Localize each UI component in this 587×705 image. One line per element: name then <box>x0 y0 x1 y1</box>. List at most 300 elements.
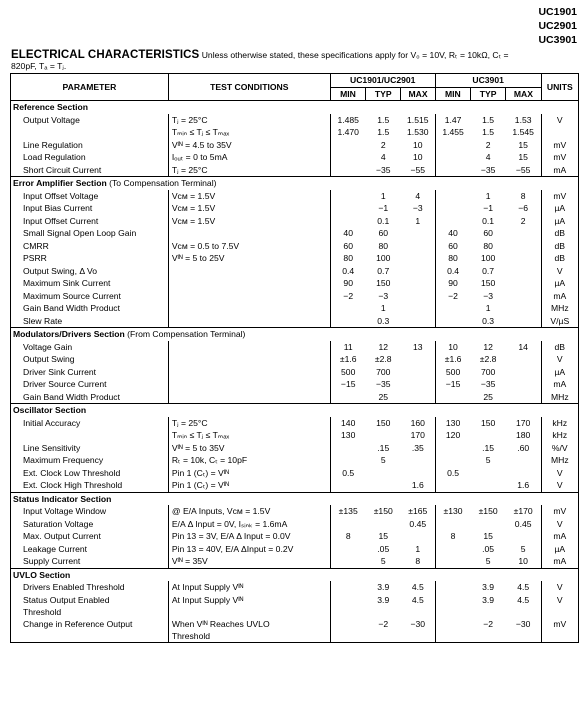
uc3901-min-cell: −2 <box>435 290 470 303</box>
uc1901-min-cell: ±135 <box>330 505 365 518</box>
uc1901-typ-cell: −1 <box>378 203 389 214</box>
uc3901-typ-cell <box>470 429 505 442</box>
uc3901-max-cell: 180 <box>516 430 531 441</box>
table-row <box>11 442 579 455</box>
uc1901-min-cell <box>330 555 365 568</box>
uc3901-typ-cell: 150 <box>480 417 496 428</box>
section-note: (From Compensation Terminal) <box>124 329 246 340</box>
uc1901-max-cell: 4 <box>415 190 421 201</box>
uc3901-max-cell: 4.5 <box>517 594 530 605</box>
table-row <box>11 139 579 152</box>
uc1901-min-cell <box>330 215 365 228</box>
uc3901-typ-cell: ±150 <box>478 506 498 517</box>
uc1901-min-cell <box>330 454 365 467</box>
uc3901-max-cell: .60 <box>517 442 530 453</box>
uc3901-min-cell <box>435 315 470 328</box>
uc3901-min-cell <box>435 391 470 404</box>
uc3901-min-cell: 10 <box>435 341 470 354</box>
uc3901-max-cell <box>506 227 541 240</box>
unit-cell: µA <box>541 277 578 290</box>
uc3901-max-cell: 15 <box>518 139 528 150</box>
unit-cell: V <box>541 265 578 278</box>
uc1901-typ-cell <box>366 518 401 531</box>
section-title <box>11 492 579 505</box>
uc3901-min-cell <box>435 543 470 556</box>
uc1901-max-cell: 4.5 <box>411 594 424 605</box>
uc3901-typ-cell <box>470 467 505 480</box>
uc1901-max-cell <box>401 530 435 543</box>
uc3901-typ-cell: −3 <box>483 290 494 301</box>
unit-cell: mA <box>541 530 578 543</box>
uc3901-min-cell <box>435 618 470 643</box>
condition-cell: Pin 1 (Cₜ) = Vᴵᴺ <box>168 479 330 492</box>
uc1901-typ-cell: .05 <box>377 543 390 554</box>
table-row <box>11 215 579 228</box>
uc1901-typ-cell: −3 <box>378 290 389 301</box>
table-row <box>11 252 579 265</box>
uc1901-min-cell <box>330 202 365 215</box>
uc1901-min-cell: 60 <box>330 240 365 253</box>
uc1901-max-cell: 160 <box>410 417 425 428</box>
uc1901-min-cell: 140 <box>330 417 365 430</box>
unit-cell: mV <box>541 190 578 203</box>
section-label: Modulators/Drivers Section <box>13 329 125 340</box>
uc1901-max-cell <box>401 302 435 315</box>
section-header-row <box>11 492 579 505</box>
uc1901-typ-cell: 5 <box>380 455 386 466</box>
part-number: UC2901 <box>538 20 577 32</box>
uc3901-typ-cell: 100 <box>480 253 496 264</box>
uc3901-max-cell <box>506 265 541 278</box>
unit-cell <box>541 126 578 139</box>
uc3901-typ-cell: 150 <box>480 278 496 289</box>
unit-cell: MHz <box>541 391 578 404</box>
condition-cell: Vᴄᴍ = 1.5V <box>168 202 330 215</box>
parameter-cell: Input Offset Voltage <box>11 190 169 203</box>
unit-cell: V/µS <box>541 315 578 328</box>
table-row <box>11 543 579 556</box>
header-units: UNITS <box>541 74 578 101</box>
table-row <box>11 190 579 203</box>
section-title <box>11 328 579 341</box>
parameter-cell: Max. Output Current <box>11 530 169 543</box>
table-row <box>11 164 579 177</box>
uc1901-min-cell <box>330 479 365 492</box>
condition-cell <box>168 366 330 379</box>
unit-cell: V <box>541 594 578 618</box>
uc3901-min-cell: 0.4 <box>435 265 470 278</box>
uc1901-typ-cell: 0.1 <box>377 215 390 226</box>
section-label: Error Amplifier Section <box>13 178 107 189</box>
uc3901-max-cell: 1.545 <box>512 127 534 138</box>
uc3901-typ-cell: −1 <box>483 203 494 214</box>
uc1901-max-cell: ±165 <box>408 506 428 517</box>
uc1901-max-cell: 10 <box>413 152 423 163</box>
table-row <box>11 581 579 594</box>
part-number: UC1901 <box>538 6 577 18</box>
uc1901-typ-cell <box>366 467 401 480</box>
uc3901-typ-cell: 5 <box>485 556 491 567</box>
condition-cell: Vᴄᴍ = 1.5V <box>168 190 330 203</box>
table-row <box>11 277 579 290</box>
condition-cell: Vᴄᴍ = 1.5V <box>168 215 330 228</box>
uc3901-min-cell <box>435 442 470 455</box>
uc1901-max-cell: −30 <box>401 618 435 643</box>
section-label: Status Indicator Section <box>13 493 112 504</box>
uc3901-max-cell <box>506 391 541 404</box>
condition-cell: At Input Supply Vᴵᴺ <box>168 594 330 618</box>
uc3901-max-cell <box>506 467 541 480</box>
uc3901-typ-cell: −35 <box>480 379 496 390</box>
uc3901-max-cell: 1.6 <box>517 480 530 491</box>
parameter-cell: Line Regulation <box>11 139 169 152</box>
table-row <box>11 505 579 518</box>
uc3901-typ-cell <box>470 479 505 492</box>
uc1901-max-cell <box>401 353 435 366</box>
condition-cell <box>168 290 330 303</box>
condition-cell <box>168 302 330 315</box>
uc1901-min-cell <box>330 518 365 531</box>
table-heading <box>11 50 579 72</box>
uc3901-max-cell <box>506 315 541 328</box>
condition-cell: At Input Supply Vᴵᴺ <box>168 581 330 594</box>
condition-cell: Pin 1 (Cₜ) = Vᴵᴺ <box>168 467 330 480</box>
table-row <box>11 202 579 215</box>
uc1901-min-cell <box>330 618 365 643</box>
uc1901-max-cell <box>401 378 435 391</box>
condition-cell <box>168 341 330 354</box>
uc1901-typ-cell: 100 <box>376 253 391 264</box>
unit-cell: µA <box>541 366 578 379</box>
uc1901-typ-cell: 1.5 <box>377 114 390 125</box>
uc1901-max-cell <box>401 315 435 328</box>
parameter-cell: Input Bias Current <box>11 202 169 215</box>
uc1901-min-cell: ±1.6 <box>330 353 365 366</box>
table-row <box>11 594 579 618</box>
table-row <box>11 417 579 430</box>
table-row <box>11 315 579 328</box>
uc1901-max-cell: 13 <box>413 341 423 352</box>
unit-cell: dB <box>541 341 578 354</box>
uc1901-max-cell: −55 <box>410 164 426 175</box>
table-row <box>11 290 579 303</box>
uc3901-typ-cell: 60 <box>483 228 493 239</box>
uc3901-min-cell <box>435 202 470 215</box>
uc1901-typ-cell: 0.7 <box>377 265 390 276</box>
section-label: Reference Section <box>13 102 88 113</box>
uc1901-max-cell: 170 <box>410 430 425 441</box>
parameter-cell <box>11 126 169 139</box>
unit-cell: dB <box>541 252 578 265</box>
uc1901-max-cell: 1.6 <box>411 480 424 491</box>
condition-cell: Tⱼ = 25°C <box>168 417 330 430</box>
uc3901-max-cell: 1.53 <box>514 114 532 125</box>
table-row <box>11 467 579 480</box>
uc1901-min-cell: 1.470 <box>330 126 365 139</box>
part-number: UC3901 <box>538 34 577 46</box>
uc3901-max-cell <box>506 277 541 290</box>
uc1901-min-cell: 11 <box>330 341 365 354</box>
uc3901-max-cell: −6 <box>518 203 529 214</box>
uc1901-min-cell <box>330 302 365 315</box>
unit-cell: V <box>541 467 578 480</box>
uc3901-min-cell <box>435 555 470 568</box>
uc1901-max-cell <box>401 277 435 290</box>
header-typ: TYP <box>366 87 401 101</box>
uc3901-min-cell: 500 <box>435 366 470 379</box>
uc1901-typ-cell: 15 <box>378 531 389 542</box>
uc3901-typ-cell: 1 <box>485 303 491 314</box>
table-row <box>11 429 579 442</box>
uc3901-min-cell: 120 <box>435 429 470 442</box>
condition-cell: Tⱼ = 25°C <box>168 114 330 127</box>
header-max: MAX <box>401 87 435 101</box>
uc3901-typ-cell: 80 <box>483 240 493 251</box>
uc1901-typ-cell <box>366 429 401 442</box>
parameter-cell: Input Voltage Window <box>11 505 169 518</box>
table-row <box>11 454 579 467</box>
parameter-cell: Driver Sink Current <box>11 366 169 379</box>
uc3901-typ-cell: 1 <box>485 190 491 201</box>
uc3901-typ-cell: .05 <box>482 543 495 554</box>
table-row <box>11 479 579 492</box>
condition-cell: Iₒᵤₜ = 0 to 5mA <box>168 151 330 164</box>
table-row <box>11 240 579 253</box>
uc1901-typ-cell: 1 <box>380 190 386 201</box>
table-row <box>11 391 579 404</box>
parameter-cell: Output Voltage <box>11 114 169 127</box>
uc1901-min-cell: −15 <box>330 378 365 391</box>
parameter-cell: Leakage Current <box>11 543 169 556</box>
uc3901-typ-cell: 5 <box>485 455 491 466</box>
uc1901-max-cell: .35 <box>411 442 424 453</box>
condition-cell: Vᴵᴺ = 35V <box>168 555 330 568</box>
section-title <box>11 568 579 581</box>
header-typ: TYP <box>470 87 505 101</box>
table-row <box>11 227 579 240</box>
uc3901-max-cell: 14 <box>518 341 528 352</box>
uc3901-min-cell: 40 <box>435 227 470 240</box>
header-max: MAX <box>506 87 541 101</box>
unit-cell: mV <box>541 618 578 643</box>
table-row <box>11 618 579 643</box>
heading-title: ELECTRICAL CHARACTERISTICS <box>11 49 200 61</box>
condition-cell: E/A Δ Input = 0V, Iₛᵢₙₖ = 1.6mA <box>168 518 330 531</box>
uc1901-min-cell <box>330 391 365 404</box>
uc3901-max-cell <box>506 302 541 315</box>
uc1901-typ-cell: 0.3 <box>377 315 390 326</box>
uc1901-min-cell: 0.4 <box>330 265 365 278</box>
condition-cell: Tₘᵢₙ ≤ Tⱼ ≤ Tₘₐₓ <box>168 126 330 139</box>
condition-cell <box>168 315 330 328</box>
uc3901-typ-cell <box>470 518 505 531</box>
uc3901-typ-cell: 3.9 <box>482 582 495 593</box>
condition-cell <box>168 265 330 278</box>
parameter-cell: Supply Current <box>11 555 169 568</box>
uc3901-min-cell: ±1.6 <box>435 353 470 366</box>
condition-cell <box>168 391 330 404</box>
uc3901-min-cell: −15 <box>435 378 470 391</box>
uc3901-max-cell: 5 <box>520 543 526 554</box>
unit-cell: mV <box>541 151 578 164</box>
uc3901-typ-cell: ±2.8 <box>479 354 497 365</box>
uc1901-max-cell <box>401 252 435 265</box>
parameter-cell: Gain Band Width Product <box>11 391 169 404</box>
uc1901-typ-cell: 3.9 <box>377 582 390 593</box>
uc3901-typ-cell: 700 <box>480 366 496 377</box>
unit-cell: µA <box>541 202 578 215</box>
parameter-cell: Ext. Clock High Threshold <box>11 479 169 492</box>
uc1901-max-cell <box>401 391 435 404</box>
uc1901-max-cell: 1 <box>415 543 421 554</box>
uc3901-min-cell <box>435 139 470 152</box>
condition-cell <box>168 353 330 366</box>
heading-subtitle: Unless otherwise stated, these specifications apply for V₀ = 10V, Rₜ = 10kΩ, Cₜ = <box>201 50 509 60</box>
parameter-cell: Voltage Gain <box>11 341 169 354</box>
parameter-cell: Short Circuit Current <box>11 164 169 177</box>
uc1901-max-cell: 1 <box>415 215 421 226</box>
table-row <box>11 265 579 278</box>
section-label: UVLO Section <box>13 569 71 580</box>
table-row <box>11 555 579 568</box>
unit-cell: MHz <box>541 454 578 467</box>
uc3901-max-cell <box>506 353 541 366</box>
uc1901-max-cell: 1.530 <box>407 127 429 138</box>
uc3901-min-cell <box>435 151 470 164</box>
header-min: MIN <box>330 87 365 101</box>
uc3901-max-cell: ±170 <box>513 506 533 517</box>
uc1901-typ-cell: 5 <box>380 556 386 567</box>
uc3901-max-cell: 10 <box>518 556 528 567</box>
uc1901-typ-cell: 150 <box>376 278 391 289</box>
uc1901-min-cell: 8 <box>330 530 365 543</box>
uc3901-min-cell: 1.47 <box>435 114 470 127</box>
uc3901-typ-cell: −35 <box>480 164 496 175</box>
uc1901-max-cell <box>401 265 435 278</box>
uc1901-typ-cell: −35 <box>375 379 391 390</box>
uc3901-min-cell: 90 <box>435 277 470 290</box>
table-row <box>11 366 579 379</box>
section-header-row <box>11 101 579 114</box>
table-row <box>11 114 579 127</box>
uc1901-min-cell <box>330 190 365 203</box>
uc1901-min-cell: 1.485 <box>330 114 365 127</box>
uc3901-max-cell <box>506 454 541 467</box>
table-row <box>11 341 579 354</box>
uc3901-typ-cell: 1.5 <box>482 114 495 125</box>
uc1901-typ-cell: ±2.8 <box>374 354 392 365</box>
uc3901-typ-cell: 1.5 <box>482 127 495 138</box>
uc1901-typ-cell <box>366 479 401 492</box>
uc3901-max-cell <box>506 366 541 379</box>
parameter-cell: Change in Reference Output <box>11 618 169 643</box>
condition-cell: When Vᴵᴺ Reaches UVLO Threshold <box>168 618 330 643</box>
uc1901-max-cell <box>401 454 435 467</box>
uc3901-min-cell: ±130 <box>435 505 470 518</box>
section-title <box>11 404 579 417</box>
uc3901-typ-cell: 0.1 <box>482 215 495 226</box>
uc3901-max-cell <box>506 252 541 265</box>
condition-cell: Tⱼ = 25°C <box>168 164 330 177</box>
electrical-characteristics-table <box>10 73 579 643</box>
uc1901-max-cell: 10 <box>413 139 423 150</box>
uc1901-max-cell: 1.515 <box>407 114 429 125</box>
uc1901-min-cell: 80 <box>330 252 365 265</box>
table-row <box>11 126 579 139</box>
uc3901-typ-cell: 0.3 <box>482 315 495 326</box>
unit-cell: kHz <box>541 429 578 442</box>
uc3901-max-cell <box>506 530 541 543</box>
condition-cell: Vᴵᴺ = 5 to 25V <box>168 252 330 265</box>
uc1901-min-cell <box>330 442 365 455</box>
uc1901-max-cell <box>401 227 435 240</box>
unit-cell: mA <box>541 555 578 568</box>
uc1901-typ-cell: 12 <box>378 341 389 352</box>
unit-cell: mV <box>541 139 578 152</box>
uc3901-typ-cell: 3.9 <box>482 594 495 605</box>
uc3901-typ-cell: 15 <box>483 531 493 542</box>
unit-cell: V <box>541 581 578 594</box>
parameter-cell: Drivers Enabled Threshold <box>11 581 169 594</box>
header-min: MIN <box>435 87 470 101</box>
condition-cell: Tₘᵢₙ ≤ Tⱼ ≤ Tₘₐₓ <box>168 429 330 442</box>
unit-cell: dB <box>541 240 578 253</box>
condition-cell: Vᴵᴺ = 5 to 35V <box>168 442 330 455</box>
unit-cell: V <box>541 114 578 127</box>
section-header-row <box>11 568 579 581</box>
parameter-cell: Output Swing <box>11 353 169 366</box>
uc1901-typ-cell: −35 <box>375 164 391 175</box>
uc1901-max-cell <box>401 467 435 480</box>
header-group-uc1901-uc2901: UC1901/UC2901 <box>330 74 435 88</box>
uc1901-typ-cell: 4 <box>380 152 386 163</box>
condition-cell: Pin 13 = 3V, E/A Δ Input = 0.0V <box>168 530 330 543</box>
uc3901-max-cell: 2 <box>520 215 526 226</box>
uc1901-min-cell: 500 <box>330 366 365 379</box>
uc1901-min-cell: 90 <box>330 277 365 290</box>
parameter-cell: CMRR <box>11 240 169 253</box>
uc3901-max-cell: 8 <box>520 190 526 201</box>
uc1901-min-cell <box>330 164 365 177</box>
uc1901-typ-cell: .15 <box>377 442 390 453</box>
uc3901-min-cell <box>435 479 470 492</box>
uc1901-max-cell: 4.5 <box>411 582 424 593</box>
parameter-cell: Ext. Clock Low Threshold <box>11 467 169 480</box>
parameter-cell: Slew Rate <box>11 315 169 328</box>
parameter-cell: Saturation Voltage <box>11 518 169 531</box>
uc3901-typ-cell: 25 <box>483 391 493 402</box>
table-body <box>11 101 579 643</box>
table-row <box>11 151 579 164</box>
header-parameter: PARAMETER <box>11 74 169 101</box>
condition-cell: Vᴵᴺ = 4.5 to 35V <box>168 139 330 152</box>
parameter-cell: Maximum Frequency <box>11 454 169 467</box>
uc3901-max-cell: 170 <box>516 417 531 428</box>
uc3901-min-cell <box>435 302 470 315</box>
table-row <box>11 302 579 315</box>
uc3901-max-cell: −55 <box>515 164 531 175</box>
uc3901-min-cell: 80 <box>435 252 470 265</box>
uc1901-min-cell: 0.5 <box>330 467 365 480</box>
uc3901-max-cell <box>506 378 541 391</box>
uc1901-typ-cell: 2 <box>380 139 386 150</box>
parameter-cell: Input Offset Current <box>11 215 169 228</box>
uc3901-min-cell: 130 <box>435 417 470 430</box>
uc3901-min-cell: 1.455 <box>435 126 470 139</box>
parameter-cell: Output Swing, Δ Vo <box>11 265 169 278</box>
uc1901-min-cell <box>330 594 365 618</box>
parameter-cell: Status Output Enabled Threshold <box>11 594 169 618</box>
